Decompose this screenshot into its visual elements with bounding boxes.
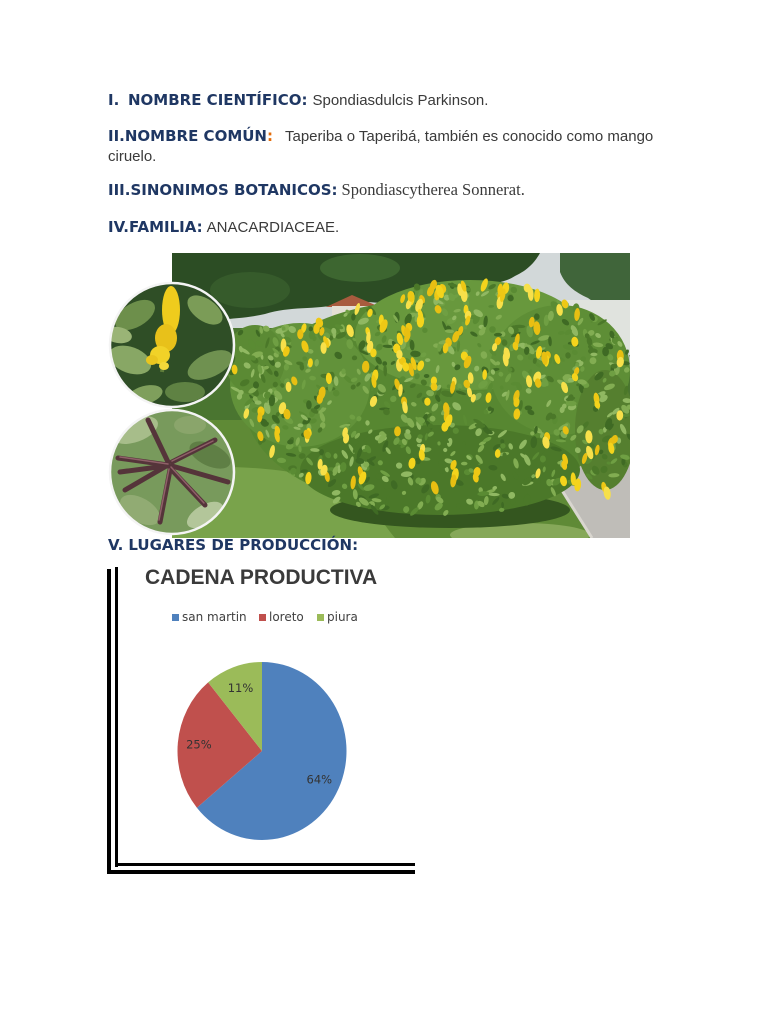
section-heading: SINONIMOS BOTANICOS: [130, 181, 338, 199]
section-scientific-name [108, 91, 488, 110]
photo-leaf [424, 374, 430, 378]
chart-frame-line [107, 870, 415, 874]
inset-flower-spike [146, 355, 158, 365]
pie-data-label: 11% [227, 681, 254, 696]
photo-leaf [525, 406, 533, 411]
photo-flower [297, 329, 303, 339]
section-number: III. [108, 181, 131, 199]
pie-data-label: 25% [186, 737, 212, 752]
inset-leaf [165, 382, 205, 402]
section-value: Spondiasdulcis Parkinson. [312, 92, 489, 109]
section-number: IV. [108, 218, 129, 236]
legend-swatch [317, 614, 324, 621]
section-heading-colon: : [266, 127, 273, 145]
photo-main-scene [172, 253, 630, 538]
section-heading: LUGARES DE PRODUCCIÓN: [128, 536, 359, 554]
legend-item [317, 609, 358, 625]
photo-tree-patch [210, 272, 290, 308]
photo-leaf [418, 434, 423, 439]
chart-frame-line [107, 569, 111, 874]
section-production-places [108, 536, 358, 555]
section-family [108, 218, 339, 237]
pie-plot-area [120, 650, 410, 850]
plant-photo [108, 253, 630, 538]
legend-item [259, 609, 304, 625]
pie-chart [107, 566, 415, 874]
legend-swatch [172, 614, 179, 621]
legend-label: san martin [182, 610, 247, 624]
section-number: I. [108, 91, 120, 109]
section-value: ANACARDIACEAE. [206, 219, 340, 236]
chart-frame-line [115, 863, 415, 866]
legend-swatch [259, 614, 266, 621]
legend-label: loreto [269, 610, 304, 624]
pie-data-label: 64% [306, 772, 333, 787]
chart-frame-line [115, 567, 118, 867]
legend-label: piura [327, 610, 358, 624]
inset-flower-spike [159, 362, 169, 370]
photo-leaf [590, 353, 597, 357]
section-heading: NOMBRE COMÚN [124, 127, 267, 145]
photo-tree-patch [320, 254, 400, 282]
section-value: Spondiascytherea Sonnerat. [341, 180, 525, 199]
chart-title: CADENA PRODUCTIVA [145, 566, 378, 589]
section-common-name [108, 126, 683, 167]
section-botanical-synonyms [108, 181, 525, 200]
section-number: II. [108, 127, 125, 145]
section-heading: NOMBRE CIENTÍFICO: [128, 91, 308, 109]
section-number: V. [108, 536, 124, 554]
legend-item [172, 609, 247, 625]
section-value: Taperiba o Taperibá, también es conocido como mango ciruelo. [108, 128, 654, 165]
section-heading: FAMILIA: [128, 218, 203, 236]
